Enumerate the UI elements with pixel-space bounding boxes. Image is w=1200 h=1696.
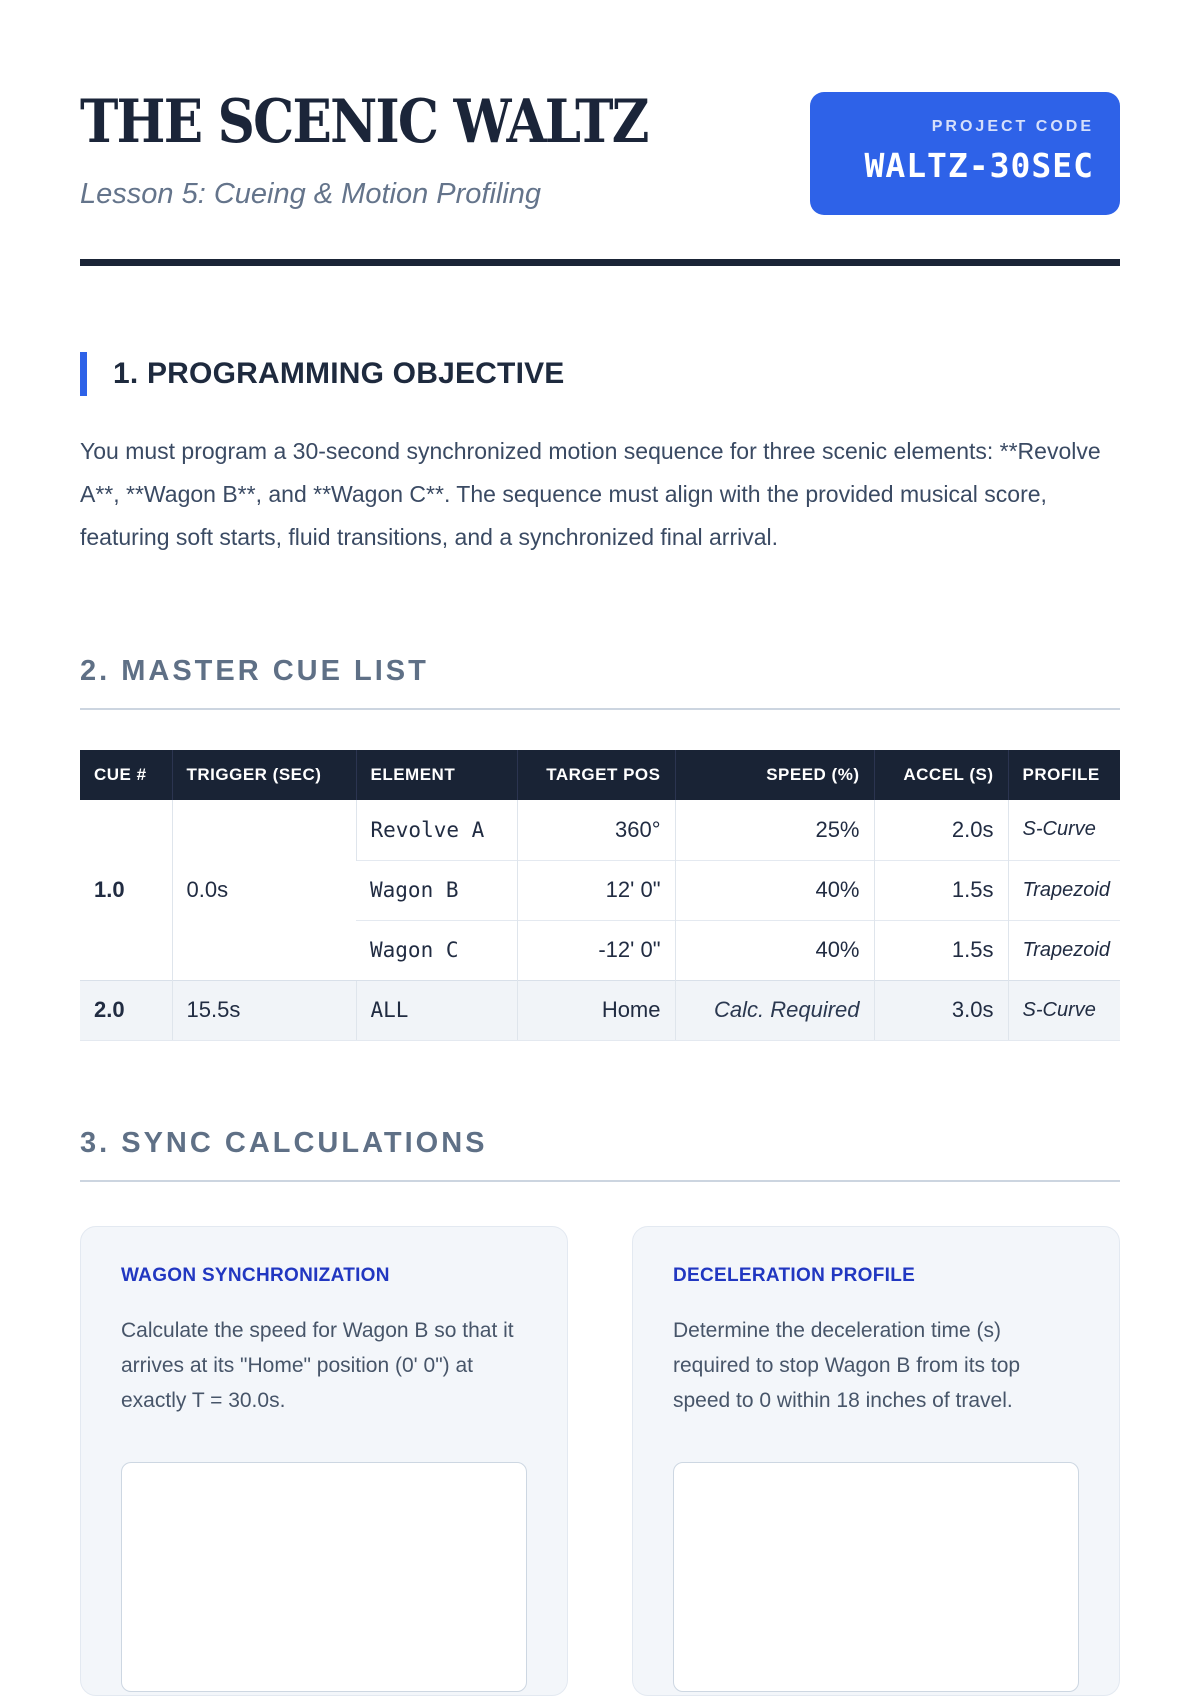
- element-cell: ALL: [356, 980, 517, 1040]
- cue-list-heading: 2. MASTER CUE LIST: [80, 655, 429, 687]
- accel-cell: 1.5s: [874, 920, 1008, 980]
- section-objective-heading: [80, 352, 1120, 396]
- element-cell: Wagon C: [356, 920, 517, 980]
- col-header-element: ELEMENT: [356, 750, 517, 800]
- profile-cell: Trapezoid: [1008, 920, 1120, 980]
- col-header-trigger: TRIGGER (SEC): [172, 750, 356, 800]
- target-cell: -12' 0": [517, 920, 675, 980]
- sync-heading: 3. SYNC CALCULATIONS: [80, 1126, 488, 1159]
- col-header-target: TARGET POS: [517, 750, 675, 800]
- wagon-synchronization-card: [80, 1226, 568, 1696]
- card-title: WAGON SYNCHRONIZATION: [121, 1264, 390, 1286]
- objective-paragraph: You must program a 30-second synchronized motion sequence for three scenic elements: **Revolve A**, **Wagon B**, and **Wagon C**. The sequence must align with the provided musical score, featuring soft starts, fluid transitions, and a synchronized final arrival.: [80, 438, 1101, 550]
- card-instructions: Determine the deceleration time (s) required to stop Wagon B from its top speed to 0 within 18 inches of travel.: [673, 1318, 1021, 1412]
- speed-cell: Calc. Required: [675, 980, 874, 1040]
- col-header-accel: ACCEL (S): [874, 750, 1008, 800]
- cue-number-cell: 1.0: [80, 800, 172, 980]
- target-cell: 12' 0": [517, 860, 675, 920]
- trigger-cell: 15.5s: [172, 980, 356, 1040]
- deceleration-answer-input[interactable]: [673, 1462, 1079, 1692]
- target-cell: Home: [517, 980, 675, 1040]
- title-block: [80, 87, 740, 211]
- col-header-speed: SPEED (%): [675, 750, 874, 800]
- accel-cell: 1.5s: [874, 860, 1008, 920]
- header-divider: [80, 259, 1120, 266]
- profile-cell: S-Curve: [1008, 980, 1120, 1040]
- project-code-badge: [810, 92, 1120, 215]
- profile-cell: Trapezoid: [1008, 860, 1120, 920]
- accel-cell: 2.0s: [874, 800, 1008, 860]
- col-header-cue: CUE #: [80, 750, 172, 800]
- document-header: [80, 87, 1120, 215]
- target-cell: 360°: [517, 800, 675, 860]
- col-header-profile: PROFILE: [1008, 750, 1120, 800]
- section-master-cue-list: [80, 655, 1120, 1041]
- sync-divider: [80, 1180, 1120, 1182]
- card-instructions: Calculate the speed for Wagon B so that it arrives at its "Home" position (0' 0") at exactly T = 30.0s.: [121, 1318, 514, 1412]
- table-row: [80, 980, 1120, 1040]
- accel-cell: 3.0s: [874, 980, 1008, 1040]
- calculation-cards: [80, 1226, 1120, 1696]
- objective-heading-text: 1. PROGRAMMING OBJECTIVE: [113, 357, 565, 390]
- cue-number-cell: 2.0: [80, 980, 172, 1040]
- table-row: [80, 800, 1120, 860]
- badge-label: PROJECT CODE: [931, 118, 1094, 135]
- profile-cell: S-Curve: [1008, 800, 1120, 860]
- cue-list-divider: [80, 708, 1120, 710]
- badge-code: WALTZ-30SEC: [864, 146, 1094, 185]
- page-subtitle: Lesson 5: Cueing & Motion Profiling: [80, 178, 542, 210]
- accent-bar: [80, 352, 87, 396]
- table-header-row: [80, 750, 1120, 800]
- section-sync-calculations: [80, 1127, 1120, 1696]
- trigger-cell: 0.0s: [172, 800, 356, 980]
- deceleration-profile-card: [632, 1226, 1120, 1696]
- speed-cell: 40%: [675, 860, 874, 920]
- card-title: DECELERATION PROFILE: [673, 1264, 916, 1286]
- speed-cell: 25%: [675, 800, 874, 860]
- element-cell: Revolve A: [356, 800, 517, 860]
- master-cue-table: [80, 750, 1120, 1041]
- element-cell: Wagon B: [356, 860, 517, 920]
- page-title: THE SCENIC WALTZ: [80, 87, 648, 157]
- wagon-sync-answer-input[interactable]: [121, 1462, 527, 1692]
- speed-cell: 40%: [675, 920, 874, 980]
